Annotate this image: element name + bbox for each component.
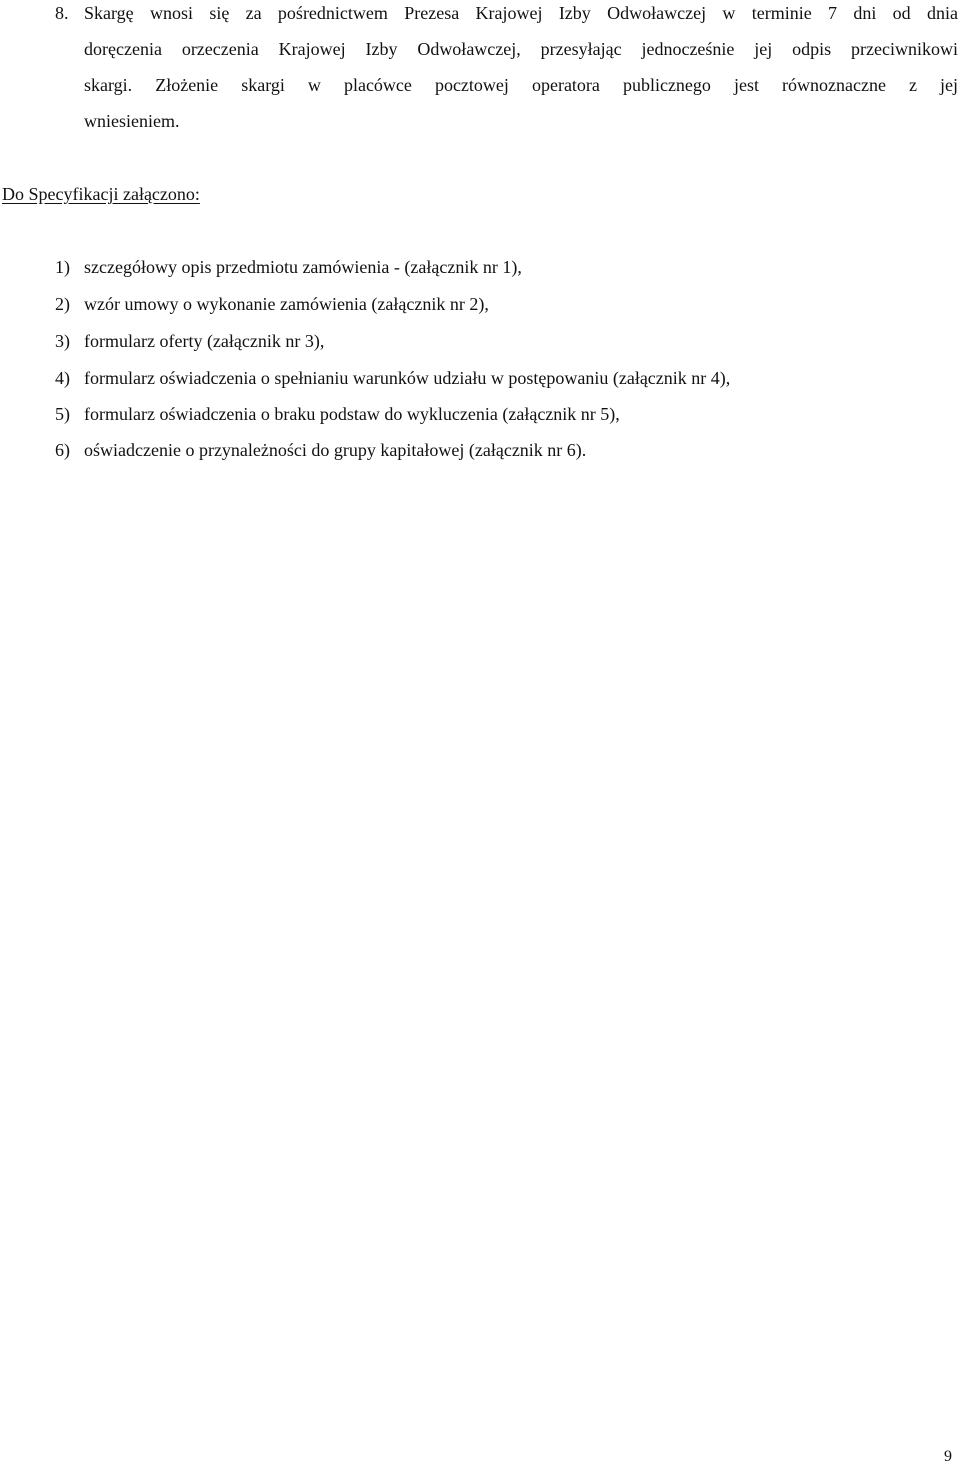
- paragraph-line-4: wniesieniem.: [84, 111, 180, 131]
- list-item-text: szczegółowy opis przedmiotu zamówienia - (załącznik nr 1),: [84, 257, 522, 277]
- list-item-text: formularz oświadczenia o braku podstaw do wykluczenia (załącznik nr 5),: [84, 404, 620, 424]
- list-item: [55, 331, 324, 352]
- list-item-marker: 2): [55, 294, 70, 314]
- list-item: [55, 368, 730, 389]
- paragraph-line-1: Skargę wnosi się za pośrednictwem Prezesa Krajowej Izby Odwoławczej w terminie 7 dni od dnia: [84, 3, 958, 23]
- paragraph-number: 8.: [55, 3, 69, 23]
- paragraph-line-3: skargi. Złożenie skargi w placówce pocztowej operatora publicznego jest równoznaczne z jej: [84, 75, 958, 95]
- list-item-marker: 1): [55, 257, 70, 277]
- list-item-marker: 3): [55, 331, 70, 351]
- list-item: [55, 440, 586, 461]
- list-item-text: oświadczenie o przynależności do grupy kapitałowej (załącznik nr 6).: [84, 440, 587, 460]
- list-item: [55, 294, 489, 315]
- paragraph-line-2: doręczenia orzeczenia Krajowej Izby Odwoławczej, przesyłając jednocześnie jej odpis przeciwnikowi: [84, 39, 958, 59]
- page-number: 9: [944, 1448, 952, 1465]
- list-item-text: formularz oferty (załącznik nr 3),: [84, 331, 325, 351]
- list-item: [55, 257, 522, 278]
- list-item-marker: 5): [55, 404, 70, 424]
- list-item-text: wzór umowy o wykonanie zamówienia (załącznik nr 2),: [84, 294, 489, 314]
- list-item-marker: 6): [55, 440, 70, 460]
- list-item-text: formularz oświadczenia o spełnianiu warunków udziału w postępowaniu (załącznik nr 4),: [84, 368, 731, 388]
- list-item: [55, 404, 620, 425]
- attachments-heading: Do Specyfikacji załączono:: [2, 184, 200, 204]
- list-item-marker: 4): [55, 368, 70, 388]
